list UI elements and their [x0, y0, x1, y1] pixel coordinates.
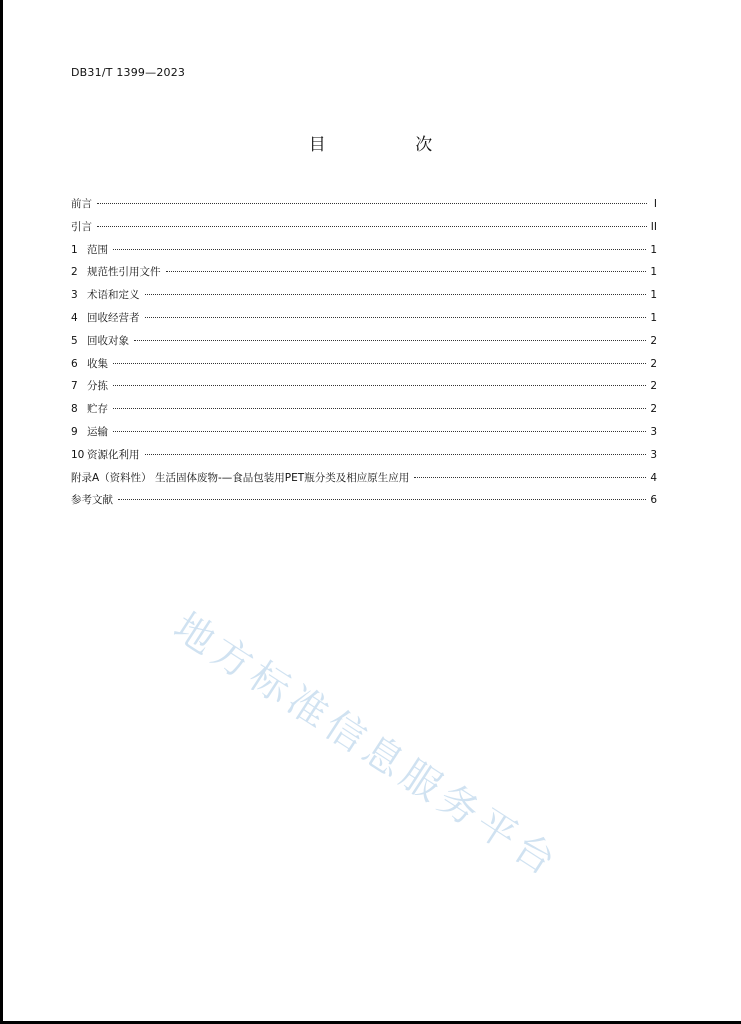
toc-entry-number: 7: [71, 380, 78, 393]
document-code: DB31/T 1399—2023: [71, 66, 186, 79]
toc-entry-number: 6: [71, 357, 78, 370]
toc-entry-sorting[interactable]: [71, 375, 657, 398]
toc-entry-number: 1: [71, 243, 78, 256]
toc-entry-recycling-operator[interactable]: [71, 307, 657, 330]
toc-page-number: 2: [650, 403, 657, 416]
toc-page-number: I: [653, 198, 657, 210]
toc-entry-number: 9: [71, 425, 78, 438]
toc-entry-bibliography[interactable]: [71, 489, 657, 512]
toc-entry-annex-a[interactable]: [71, 467, 657, 490]
toc-entry-label: 引言: [71, 220, 92, 233]
toc-list: [71, 193, 657, 512]
toc-page-number: 4: [650, 471, 657, 484]
toc-leader-dots: [145, 317, 647, 318]
toc-entry-label: 附录A（资料性） 生活固体废物-—食品包装用PET瓶分类及相应原生应用: [71, 471, 410, 484]
toc-entry-resource-utilization[interactable]: [71, 444, 657, 467]
toc-entry-number: 10: [71, 448, 85, 461]
toc-leader-dots: [113, 431, 646, 432]
toc-leader-dots: [145, 294, 647, 295]
toc-leader-dots: [134, 340, 646, 341]
toc-entry-foreword[interactable]: [71, 193, 657, 216]
toc-entry-recycling-objects[interactable]: [71, 330, 657, 353]
toc-entry-label: 6 收集: [71, 353, 111, 376]
toc-entry-label: 10 资源化利用: [71, 444, 143, 467]
toc-leader-dots: [166, 271, 647, 272]
watermark-text: 地方标准信息服务平台: [165, 604, 568, 888]
toc-page-number: 2: [650, 380, 657, 393]
toc-leader-dots: [145, 454, 647, 455]
toc-entry-transport[interactable]: [71, 421, 657, 444]
toc-leader-dots: [113, 385, 646, 386]
toc-entry-label: 2 规范性引用文件: [71, 261, 164, 284]
toc-entry-label: 8 贮存: [71, 398, 111, 421]
toc-entry-label: 1 范围: [71, 239, 111, 262]
toc-page-number: 2: [650, 334, 657, 347]
toc-leader-dots: [97, 226, 647, 227]
toc-entry-label: 7 分拣: [71, 375, 111, 398]
toc-entry-number: 8: [71, 403, 78, 416]
toc-entry-label: 参考文献: [71, 494, 113, 507]
toc-entry-storage[interactable]: [71, 398, 657, 421]
toc-entry-number: 2: [71, 266, 78, 279]
toc-entry-introduction[interactable]: [71, 216, 657, 239]
toc-leader-dots: [113, 363, 646, 364]
toc-leader-dots: [118, 499, 646, 500]
toc-page-number: 1: [650, 311, 657, 324]
toc-entry-label: 前言: [71, 198, 92, 210]
toc-leader-dots: [97, 203, 647, 204]
toc-title: 目 次: [308, 135, 475, 155]
toc-entry-normative-references[interactable]: [71, 261, 657, 284]
toc-entry-number: 4: [71, 311, 78, 324]
toc-entry-scope[interactable]: [71, 239, 657, 262]
toc-entry-collection[interactable]: [71, 353, 657, 376]
toc-page-number: 2: [650, 357, 657, 370]
toc-entry-label: 3 术语和定义: [71, 284, 143, 307]
toc-page-number: 1: [650, 266, 657, 279]
toc-entry-label: 4 回收经营者: [71, 307, 143, 330]
toc-entry-terms-definitions[interactable]: [71, 284, 657, 307]
toc-entry-number: 5: [71, 334, 78, 347]
toc-leader-dots: [113, 408, 646, 409]
toc-page-number: 3: [650, 425, 657, 438]
toc-page-number: 1: [650, 243, 657, 256]
toc-page-number: II: [650, 220, 657, 233]
toc-page-number: 1: [650, 289, 657, 302]
toc-entry-label: 9 运输: [71, 421, 111, 444]
toc-entry-number: 3: [71, 289, 78, 302]
toc-leader-dots: [414, 477, 646, 478]
toc-page-number: 6: [650, 494, 657, 507]
toc-entry-label: 5 回收对象: [71, 330, 132, 353]
toc-page-number: 3: [650, 448, 657, 461]
toc-leader-dots: [113, 249, 646, 250]
